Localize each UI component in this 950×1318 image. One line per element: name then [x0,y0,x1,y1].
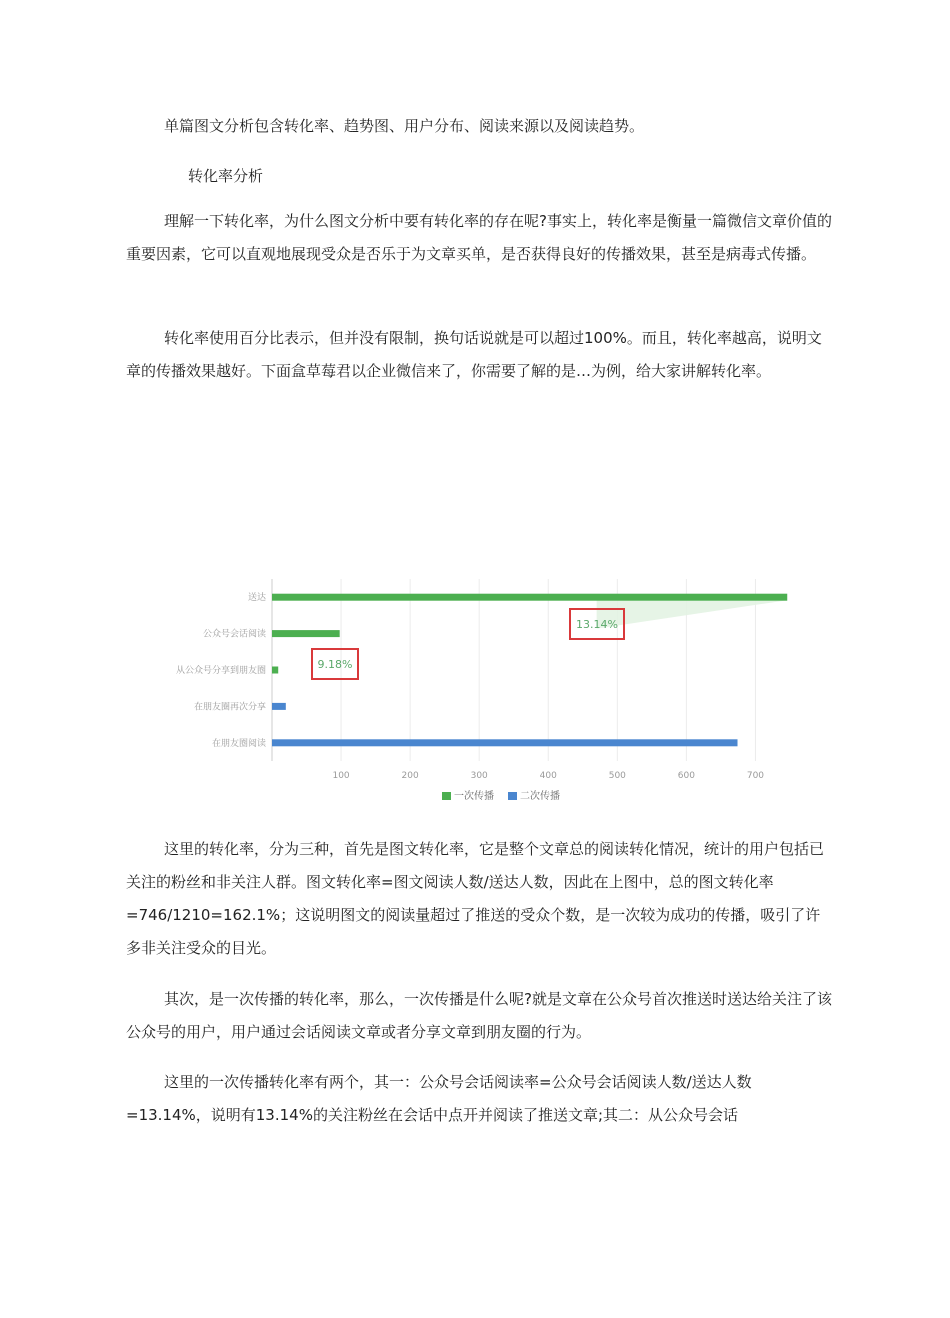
legend-label: 一次传播 [454,791,494,802]
category-label: 从公众号分享到朋友圈 [175,666,266,676]
bar-second-spread [272,739,738,746]
x-tick-label: 600 [677,771,695,781]
paragraph-three-types: 这里的转化率，分为三种，首先是图文转化率，它是整个文章总的阅读转化情况，统计的用户包括已关注的粉丝和非关注人群。图文转化率=图文阅读人数/送达人数，因此在上图中，总的图文转化率=746/1210=162.1%；这说明图文的阅读量超过了推送的受众个数，是一次较为成功的传播，吸引了许多非关注受众的目光。 [126,840,825,957]
bar-second-spread [272,703,286,710]
funnel-shading [597,600,788,628]
bar-first-spread [272,594,787,601]
x-tick-label: 100 [332,771,350,781]
category-label: 在朋友圈再次分享 [193,702,266,713]
legend-swatch [508,792,517,800]
x-tick-label: 700 [746,771,765,781]
annotation-label: 9.18% [317,658,353,671]
legend-swatch [442,792,451,800]
paragraph-first-spread: 其次，是一次传播的转化率，那么，一次传播是什么呢?就是文章在公众号首次推送时送达给关注了该公众号的用户，用户通过会话阅读文章或者分享文章到朋友圈的行为。 [126,990,832,1041]
bar-first-spread [272,630,340,637]
category-label: 送达 [247,593,266,604]
intro-paragraph: 单篇图文分析包含转化率、趋势图、用户分布、阅读来源以及阅读趋势。 [164,117,645,135]
annotation-label: 13.14% [576,618,618,631]
legend-label: 二次传播 [520,791,560,802]
paragraph-first-spread-rates: 这里的一次传播转化率有两个，其一：公众号会话阅读率=公众号会话阅读人数/送达人数=13.14%，说明有13.14%的关注粉丝在会话中点开并阅读了推送文章;其二：从公众号会话 [126,1073,752,1124]
paragraph-conversion-meaning: 理解一下转化率，为什么图文分析中要有转化率的存在呢?事实上，转化率是衡量一篇微信文章价值的重要因素，它可以直观地展现受众是否乐于为文章买单，是否获得良好的传播效果，甚至是病毒式传播。 [126,212,832,263]
conversion-bar-chart [150,575,810,815]
paragraph-percentage: 转化率使用百分比表示，但并没有限制，换句话说就是可以超过100%。而且，转化率越高，说明文章的传播效果越好。下面盒草莓君以企业微信来了，你需要了解的是…为例，给大家讲解转化率。 [126,329,822,380]
x-tick-label: 200 [401,771,419,781]
x-tick-label: 400 [539,771,557,781]
section-heading: 转化率分析 [188,167,264,185]
category-label: 在朋友圈阅读 [211,738,266,749]
x-tick-label: 300 [470,771,488,781]
x-tick-label: 500 [608,771,626,781]
bar-first-spread [272,667,278,674]
category-label: 公众号会话阅读 [202,629,266,640]
